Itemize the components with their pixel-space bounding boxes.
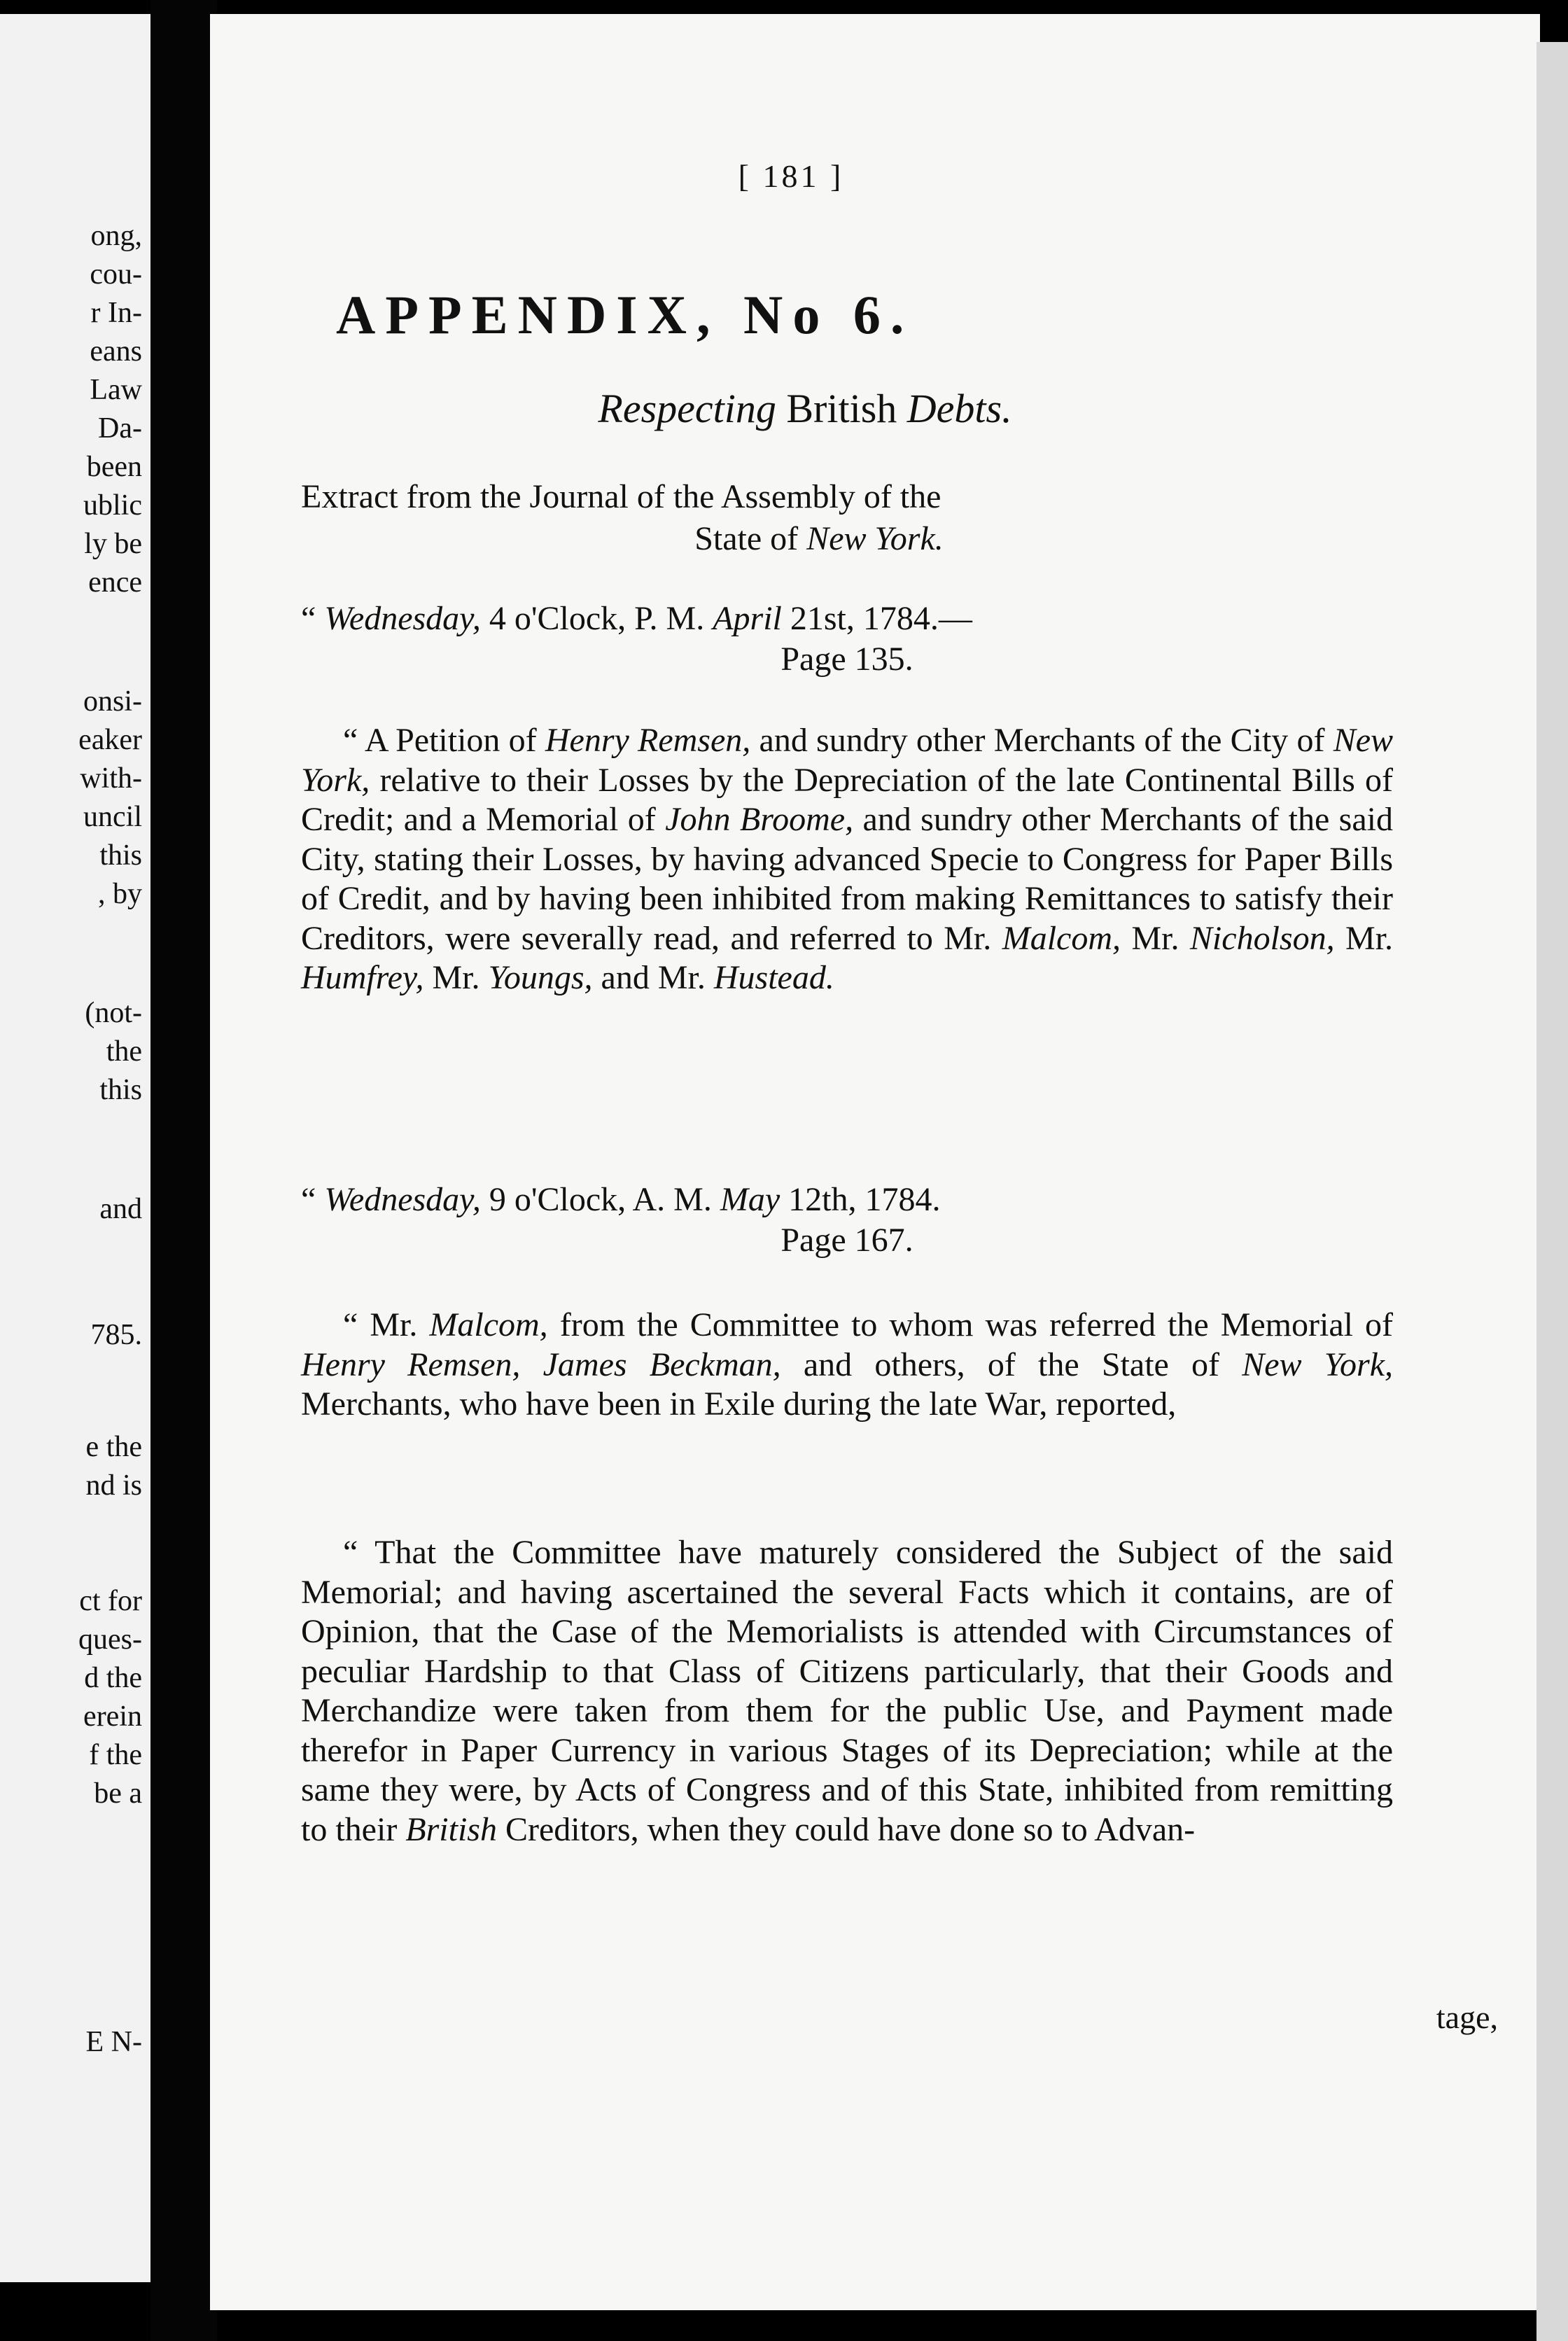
entry-1-day: Wednesday, (324, 600, 481, 637)
para1-text-1: “ A Petition of (343, 722, 537, 759)
left-page-line-fragment: onsi- (83, 685, 142, 718)
para2-name-1: Malcom, (429, 1306, 548, 1343)
report-paragraph (301, 1533, 1393, 1850)
left-page-line-fragment: eans (90, 335, 142, 368)
para2-text-3: and others, of the State of (803, 1346, 1220, 1383)
left-page-line-fragment: ublic (83, 489, 142, 522)
subtitle-italic-2: Debts. (906, 386, 1012, 431)
left-page-line-fragment: e the (85, 1431, 142, 1463)
entry-2-month: May (720, 1181, 780, 1218)
left-page-line-fragment: this (99, 839, 142, 872)
para1-text-7: Mr. (432, 959, 480, 996)
para1-text-4: and sundry other Merchants of the said City, stating their Losses, by having advanced Specie to Congress for Paper Bills of Credit, and by having been inhibited from making Remittances to satisfy their Creditors, were severally read, and referred to Mr. (301, 801, 1394, 957)
left-page-line-fragment: ly be (84, 528, 142, 560)
para2-text-1: “ Mr. (343, 1306, 418, 1343)
right-page (210, 14, 1540, 2310)
para1-name-1: Henry Remsen, (545, 722, 751, 759)
para1-name-6: Humfrey, (301, 959, 424, 996)
subtitle-roman: British (786, 386, 897, 431)
entry-1-month: April (713, 600, 782, 637)
left-page-line-fragment: Law (90, 374, 142, 406)
quote-mark: “ (301, 1181, 316, 1218)
entry-2-date-rest: 12th, 1784. (788, 1181, 941, 1218)
para1-name-4: Malcom, (1002, 919, 1121, 957)
para3-text-2: Creditors, when they could have done so to Advan- (505, 1810, 1196, 1848)
left-page-line-fragment: (not- (85, 997, 142, 1029)
left-page-line-fragment: nd is (85, 1469, 142, 1502)
extract-line-1: Extract from the Journal of the Assembly of the (301, 478, 941, 515)
left-page-line-fragment: r In- (90, 297, 142, 329)
left-page-line-fragment: this (99, 1074, 142, 1106)
left-page-line-fragment: uncil (83, 801, 142, 833)
entry-2-date (301, 1180, 1421, 1220)
committee-paragraph (301, 1306, 1393, 1425)
left-page-line-fragment: eaker (78, 724, 142, 756)
entry-2-day: Wednesday, (324, 1181, 481, 1218)
extract-state-label: State of (694, 520, 799, 557)
quote-mark: “ (301, 600, 316, 637)
appendix-subtitle (420, 385, 1190, 432)
para1-text-8: and Mr. (601, 959, 706, 996)
para1-name-5: Nicholson, (1189, 919, 1335, 957)
entry-2-time: 9 o'Clock, A. M. (489, 1181, 712, 1218)
entry-1-date (301, 599, 1421, 639)
left-page-line-fragment: E N- (85, 2026, 142, 2058)
page-edge (1536, 42, 1568, 2341)
left-page-line-fragment: erein (83, 1700, 142, 1733)
para1-name-8: Hustead. (713, 959, 834, 996)
left-page-line-fragment: ence (88, 566, 142, 599)
left-page-line-fragment: ques- (78, 1623, 142, 1656)
para1-text-3: relative to their Losses by the Depreciation of the late Continental Bills of Credit; and a Memorial of (301, 761, 1393, 838)
left-page-line-fragment: d the (84, 1662, 142, 1694)
entry-1-page: Page 135. (780, 641, 913, 678)
para2-text-2: from the Committee to whom was referred the Memorial of (559, 1306, 1393, 1343)
left-page-line-fragment: and (99, 1193, 142, 1225)
para2-name-3: New York, (1242, 1346, 1394, 1383)
appendix-title: APPENDIX, No 6. (336, 284, 914, 345)
left-page-line-fragment: f the (89, 1739, 142, 1771)
para1-name-3: John Broome, (665, 801, 854, 838)
journal-entry-2 (301, 1180, 1421, 1261)
left-page-line-fragment: ct for (79, 1585, 142, 1617)
left-page-line-fragment: be a (94, 1777, 142, 1810)
para2-name-2: Henry Remsen, James Beckman, (301, 1346, 781, 1383)
extract-place: New York. (806, 520, 944, 557)
petition-paragraph (301, 721, 1393, 998)
left-page-line-fragment: ong, (90, 220, 142, 252)
book-gutter (150, 0, 217, 2341)
page-number: [ 181 ] (738, 158, 844, 194)
left-page-line-fragment: cou- (90, 258, 142, 291)
para1-text-5: Mr. (1131, 919, 1180, 957)
entry-1-date-rest: 21st, 1784.— (790, 600, 972, 637)
para1-text-2: and sundry other Merchants of the City of (759, 722, 1325, 759)
left-page-line-fragment: with- (80, 762, 142, 795)
left-page-line-fragment: the (106, 1035, 142, 1068)
para1-name-2: New York, (301, 722, 1394, 799)
left-page-fragment (0, 14, 150, 2282)
left-page-line-fragment: , by (98, 878, 142, 910)
para3-text-1: “ That the Committee have maturely considered the Subject of the said Memorial; and having ascertained the several Facts which it contains, are of Opinion, that the Case of the Memorialists is attended with Circumstances of peculiar Hardship to that Class of Citizens particularly, that their Goods and Merchandize were taken from them for the public Use, and Payment made therefor in Paper Currency in various Stages of its Depreciation; while at the same they were, by Acts of Congress and of this State, inhibited from remitting to their (301, 1534, 1393, 1848)
journal-entry-1 (301, 599, 1421, 680)
subtitle-italic: Respecting (598, 386, 776, 431)
extract-heading (301, 476, 1421, 560)
left-page-line-fragment: been (86, 451, 142, 483)
para1-name-7: Youngs, (488, 959, 593, 996)
para2-text-4: Merchants, who have been in Exile during the late War, reported, (301, 1385, 1177, 1423)
left-page-line-fragment: Da- (98, 412, 142, 445)
extract-line-2 (301, 518, 1421, 560)
catchword: tage, (1436, 1999, 1498, 2035)
para1-text-6: Mr. (1345, 919, 1394, 957)
entry-2-page: Page 167. (780, 1222, 913, 1259)
left-page-line-fragment: 785. (90, 1319, 142, 1351)
entry-1-time: 4 o'Clock, P. M. (489, 600, 705, 637)
para3-name-1: British (405, 1810, 497, 1848)
